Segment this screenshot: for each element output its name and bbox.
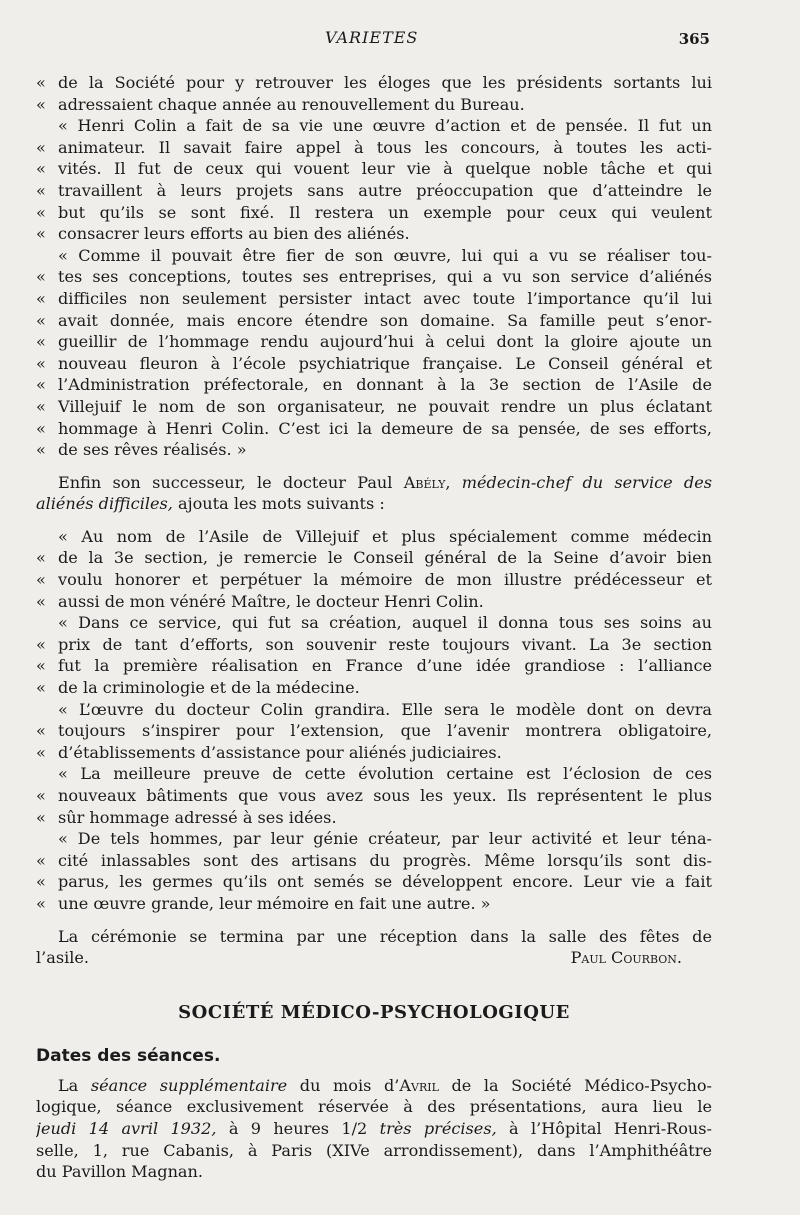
quote-mark: « <box>36 656 46 676</box>
line-text: cité inlassables sont des artisans du progrès. Même lorsqu’ils sont dis- <box>58 850 712 870</box>
quote-mark: « <box>36 353 46 373</box>
text-line <box>36 245 712 267</box>
quote-mark: « <box>36 94 46 114</box>
text-line: La séance supplémentaire du mois d’Avril de la Société Médico-Psycho- <box>58 1075 712 1095</box>
text-line <box>36 677 712 699</box>
line-text: consacrer leurs efforts au bien des aliénés. <box>58 224 410 244</box>
line-text: vités. Il fut de ceux qui vouent leur vie à quelque noble tâche et qui <box>58 159 712 179</box>
paragraph-closing <box>36 926 712 969</box>
quote-mark: « <box>36 872 46 892</box>
line-text: adressaient chaque année au renouvellement du Bureau. <box>58 94 525 114</box>
quote-mark: « <box>36 634 46 654</box>
line-text: « Au nom de l’Asile de Villejuif et plus spécialement comme médecin <box>58 526 712 546</box>
text-line <box>36 850 712 872</box>
line-text: hommage à Henri Colin. C’est ici la demeure de sa pensée, de ses efforts, <box>58 418 712 438</box>
paragraph <box>36 72 712 115</box>
text-line <box>36 180 712 202</box>
text-line <box>36 828 712 850</box>
line-text: « La meilleure preuve de cette évolution certaine est l’éclosion de ces <box>58 764 712 784</box>
quote-mark: « <box>36 375 46 395</box>
paragraph <box>36 612 712 698</box>
text-line <box>36 807 712 829</box>
quote-mark: « <box>36 310 46 330</box>
article-body <box>36 72 712 1183</box>
paragraph <box>36 245 712 461</box>
section-heading: SOCIÉTÉ MÉDICO-PSYCHOLOGIQUE <box>178 1001 570 1023</box>
quote-mark: « <box>36 288 46 308</box>
text-line: du Pavillon Magnan. <box>36 1162 204 1182</box>
text-line <box>36 72 712 94</box>
line-text: une œuvre grande, leur mémoire en fait une autre. » <box>58 893 491 913</box>
text-line <box>36 202 712 224</box>
text-line <box>36 526 712 548</box>
text-line <box>36 266 712 288</box>
text-line <box>36 634 712 656</box>
text-line: selle, 1, rue Cabanis, à Paris (XIVe arrondissement), dans l’Amphithéâtre <box>36 1140 712 1160</box>
quote-mark: « <box>36 786 46 805</box>
quote-mark: « <box>36 396 46 416</box>
page-header <box>0 26 800 56</box>
text-line <box>36 569 712 591</box>
paragraph <box>36 115 712 245</box>
line-text: travaillent à leurs projets sans autre préoccupation que d’atteindre le <box>58 180 712 200</box>
quote-mark: « <box>36 721 46 741</box>
quote-mark: « <box>36 202 46 222</box>
text-line <box>36 785 712 807</box>
line-text: gueillir de l’hommage rendu aujourd’hui à celui dont la gloire ajoute un <box>58 332 712 352</box>
text-line <box>36 893 712 915</box>
text-line: jeudi 14 avril 1932, à 9 heures 1/2 très précises, à l’Hôpital Henri-Rous- <box>36 1118 712 1138</box>
text-line: La cérémonie se termina par une réception dans la salle des fêtes de <box>58 926 712 946</box>
paragraph <box>36 828 712 914</box>
quote-mark: « <box>36 137 46 157</box>
quote-mark: « <box>36 159 46 179</box>
quote-mark: « <box>36 850 46 870</box>
quote-mark: « <box>36 570 46 590</box>
quote-mark: « <box>36 678 46 698</box>
line-text: « Henri Colin a fait de sa vie une œuvre d’action et de pensée. Il fut un <box>58 116 712 136</box>
text-line <box>36 871 712 893</box>
line-text: toujours s’inspirer pour l’extension, que l’avenir montrera obligatoire, <box>58 721 712 741</box>
text-line <box>36 223 712 245</box>
text-line <box>36 158 712 180</box>
line-text: de la 3e section, je remercie le Conseil général de la Seine d’avoir bien <box>58 548 712 568</box>
line-text: prix de tant d’efforts, son souvenir reste toujours vivant. La 3e section <box>58 634 712 654</box>
text-line: Enfin son successeur, le docteur Paul Abély, médecin-chef du service des <box>58 472 712 492</box>
quote-mark: « <box>36 224 46 244</box>
line-text: « L’œuvre du docteur Colin grandira. Elle sera le modèle dont on devra <box>58 699 712 719</box>
quote-mark: « <box>36 332 46 352</box>
text-line: l’asile. Paul Courbon. <box>36 947 712 969</box>
text-line <box>36 612 712 634</box>
text-line <box>36 353 712 375</box>
line-text: l’Administration préfectorale, en donnant à la 3e section de l’Asile de <box>58 375 712 395</box>
quote-mark: « <box>36 440 46 460</box>
line-text: « De tels hommes, par leur génie créateur, par leur activité et leur téna- <box>58 829 712 849</box>
line-text: d’établissements d’assistance pour aliénés judiciaires. <box>58 742 502 762</box>
line-text: de la Société pour y retrouver les éloges que les présidents sortants lui <box>58 73 712 92</box>
text-line <box>36 396 712 418</box>
text-line: aliénés difficiles, ajouta les mots suivants : <box>36 494 385 514</box>
paragraph-successor <box>36 472 712 515</box>
text-line <box>36 699 712 721</box>
quote-mark: « <box>36 180 46 200</box>
quote-mark: « <box>36 73 46 92</box>
text-line <box>36 94 712 116</box>
quote-mark: « <box>36 267 46 287</box>
page-number: 365 <box>678 30 710 48</box>
paragraph <box>36 699 712 764</box>
signature: Paul Courbon. <box>570 948 682 968</box>
text-line <box>36 742 712 764</box>
line-text: avait donnée, mais encore étendre son domaine. Sa famille peut s’enor- <box>58 310 712 330</box>
line-text: but qu’ils se sont fixé. Il restera un exemple pour ceux qui veulent <box>58 202 712 222</box>
text-line <box>36 591 712 613</box>
text-line <box>36 763 712 785</box>
line-text: voulu honorer et perpétuer la mémoire de mon illustre prédécesseur et <box>58 570 712 590</box>
line-text: « Dans ce service, qui fut sa création, auquel il donna tous ses soins au <box>58 613 712 633</box>
text-line <box>36 374 712 396</box>
quote-mark: « <box>36 591 46 611</box>
quote-mark: « <box>36 418 46 438</box>
paragraph <box>36 526 712 612</box>
running-title: VARIETES <box>325 28 419 47</box>
quote-mark: « <box>36 742 46 762</box>
section-subheading: Dates des séances. <box>36 1045 221 1066</box>
line-text: animateur. Il savait faire appel à tous les concours, à toutes les acti- <box>58 137 712 157</box>
text-line <box>36 547 712 569</box>
line-text: tes ses conceptions, toutes ses entreprises, qui a vu son service d’aliénés <box>58 267 712 287</box>
line-text: parus, les germes qu’ils ont semés se développent encore. Leur vie a fait <box>58 872 712 892</box>
text-line <box>36 115 712 137</box>
line-text: de ses rêves réalisés. » <box>58 440 247 460</box>
quote-mark: « <box>36 548 46 568</box>
text-line <box>36 331 712 353</box>
text-line <box>36 418 712 440</box>
line-text: de la criminologie et de la médecine. <box>58 678 360 698</box>
line-text: fut la première réalisation en France d’une idée grandiose : l’alliance <box>58 656 712 676</box>
text-line <box>36 655 712 677</box>
line-text: « Comme il pouvait être fier de son œuvre, lui qui a vu se réaliser tou- <box>58 245 712 265</box>
text-line <box>36 310 712 332</box>
paragraph <box>36 763 712 828</box>
quote-mark: « <box>36 893 46 913</box>
paragraph-notice <box>36 1075 712 1183</box>
line-text: Villejuif le nom de son organisateur, ne pouvait rendre un plus éclatant <box>58 396 712 416</box>
quote-mark: « <box>36 807 46 827</box>
line-text: sûr hommage adressé à ses idées. <box>58 807 337 827</box>
text-line <box>36 288 712 310</box>
text-line <box>36 720 712 742</box>
line-text: nouveau fleuron à l’école psychiatrique française. Le Conseil général et <box>58 353 712 373</box>
line-text: difficiles non seulement persister intact avec toute l’importance qu’il lui <box>58 288 712 308</box>
text-line <box>36 137 712 159</box>
text-line: logique, séance exclusivement réservée à des présentations, aura lieu le <box>36 1097 712 1117</box>
line-text: nouveaux bâtiments que vous avez sous les yeux. Ils représentent le plus <box>58 786 712 805</box>
person-name: Abély, <box>403 472 451 492</box>
line-text: aussi de mon vénéré Maître, le docteur Henri Colin. <box>58 591 484 611</box>
text-line <box>36 439 712 461</box>
